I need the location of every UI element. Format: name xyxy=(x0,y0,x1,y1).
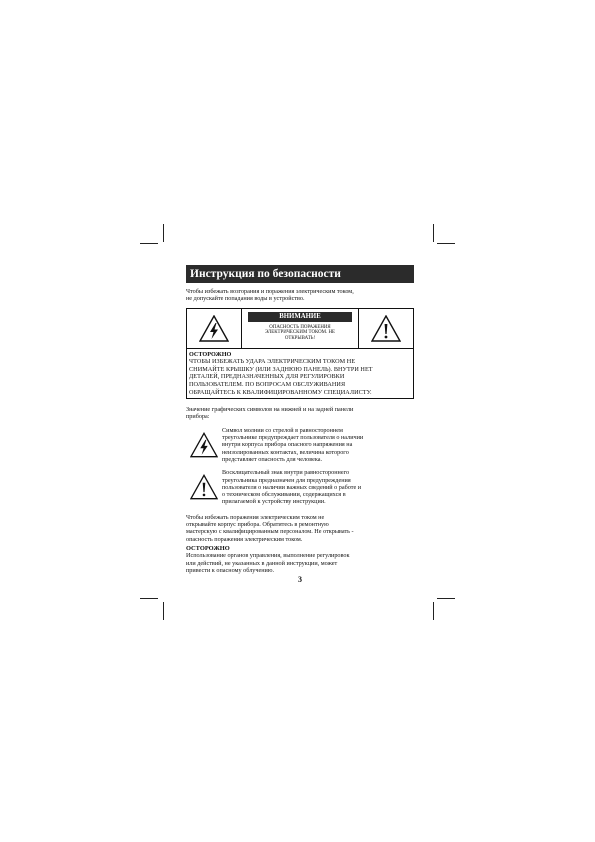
lightning-triangle-icon xyxy=(199,315,229,342)
warning-heading: ВНИМАНИЕ xyxy=(248,312,352,322)
symbol-text-line: прилагаемой к устройству инструкции. xyxy=(222,498,326,506)
exclamation-triangle-icon xyxy=(371,315,401,342)
symbols-intro xyxy=(186,406,414,421)
symbols-intro-line: Значение графических символов на нижней и на задней панели xyxy=(186,406,354,414)
shock-note-line: мастерскую с квалифицированным персоналом. Не открывать - xyxy=(186,528,354,536)
symbol-text-line: представляет опасность для человека. xyxy=(222,455,323,463)
crop-mark xyxy=(163,602,164,620)
lightning-symbol-text xyxy=(222,427,414,463)
warning-caution-block xyxy=(187,349,413,399)
lightning-symbol-explanation xyxy=(186,427,414,463)
lightning-triangle-icon xyxy=(190,432,218,458)
shock-note-line: опасность поражения электрическим током. xyxy=(186,535,303,543)
exclamation-symbol-cell xyxy=(186,469,222,505)
warning-left-icon-cell xyxy=(187,309,241,348)
caution-line: ОБРАЩАЙТЕСЬ К КВАЛИФИЦИРОВАННОМУ СПЕЦИАЛИСТУ. xyxy=(189,388,372,396)
symbol-text-line: пользователя о наличии важных сведений о работе и xyxy=(222,483,362,491)
symbol-text-line: треугольника предназначен для предупреждения xyxy=(222,476,351,484)
caution-text-line: привести к опасному облучению. xyxy=(186,566,275,574)
symbol-text-line: Символ молнии со стрелой в равностороннем xyxy=(222,426,343,434)
shock-note-line: Чтобы избежать поражения электрическим током не xyxy=(186,513,325,521)
crop-mark xyxy=(433,602,434,620)
safety-instructions-section xyxy=(186,265,414,584)
caution-text-line: или действий, не указанных в данной инструкции, может xyxy=(186,559,338,567)
warning-header-row xyxy=(187,309,413,349)
intro-paragraph xyxy=(186,288,414,303)
intro-line: Чтобы избежать возгорания и поражения электрическим током, xyxy=(186,288,354,295)
caution-text-line: Использование органов управления, выполнение регулировок xyxy=(186,552,350,560)
shock-note-line: открывайте корпус прибора. Обратитесь в ремонтную xyxy=(186,521,329,529)
warning-small-line: ОПАСНОСТЬ ПОРАЖЕНИЯ xyxy=(269,324,331,330)
symbol-text-line: Восклицательный знак внутри равностороннего xyxy=(222,469,350,477)
symbols-intro-line: прибора: xyxy=(186,413,210,421)
section-title: Инструкция по безопасности xyxy=(186,265,414,283)
symbol-text-line: о техническом обслуживании, содержащихся в xyxy=(222,491,346,499)
crop-mark xyxy=(437,243,455,244)
crop-mark xyxy=(140,243,158,244)
warning-small-text xyxy=(242,325,358,342)
shock-note xyxy=(186,514,414,543)
lightning-symbol-cell xyxy=(186,427,222,463)
caution-line: СНИМАЙТЕ КРЫШКУ (ИЛИ ЗАДНЮЮ ПАНЕЛЬ). ВНУТРИ НЕТ xyxy=(189,365,373,373)
caution-line: ДЕТАЛЕЙ, ПРЕДНАЗНАЧЕННЫХ ДЛЯ РЕГУЛИРОВКИ xyxy=(189,373,345,381)
caution-heading: ОСТОРОЖНО xyxy=(186,544,230,552)
page-number: 3 xyxy=(298,575,302,585)
crop-mark xyxy=(433,224,434,242)
exclamation-triangle-icon xyxy=(190,474,218,500)
symbol-text-line: внутри корпуса прибора опасного напряжения на xyxy=(222,441,353,449)
warning-small-line: ЭЛЕКТРИЧЕСКИМ ТОКОМ. НЕ xyxy=(265,330,335,336)
crop-mark xyxy=(163,224,164,242)
crop-mark xyxy=(140,598,158,599)
caution-line: ЧТОБЫ ИЗБЕЖАТЬ УДАРА ЭЛЕКТРИЧЕСКИМ ТОКОМ НЕ xyxy=(189,358,356,366)
symbol-text-line: неизолированных контактах, величина которого xyxy=(222,448,349,456)
warning-center-cell xyxy=(241,309,359,348)
intro-line: не допускайте попадания воды в устройство. xyxy=(186,295,305,303)
symbol-text-line: треугольнике предупреждает пользователя о наличии xyxy=(222,434,364,442)
warning-small-line: ОТКРЫВАТЬ! xyxy=(284,336,316,342)
exclamation-symbol-explanation xyxy=(186,469,414,505)
caution-line: ПОЛЬЗОВАТЕЛЕМ. ПО ВОПРОСАМ ОБСЛУЖИВАНИЯ xyxy=(189,380,346,388)
warning-right-icon-cell xyxy=(359,309,413,348)
caution-paragraph xyxy=(186,552,414,574)
crop-mark xyxy=(437,598,455,599)
exclamation-symbol-text xyxy=(222,469,414,505)
caution-label: ОСТОРОЖНО xyxy=(189,350,232,358)
warning-box xyxy=(186,308,414,400)
